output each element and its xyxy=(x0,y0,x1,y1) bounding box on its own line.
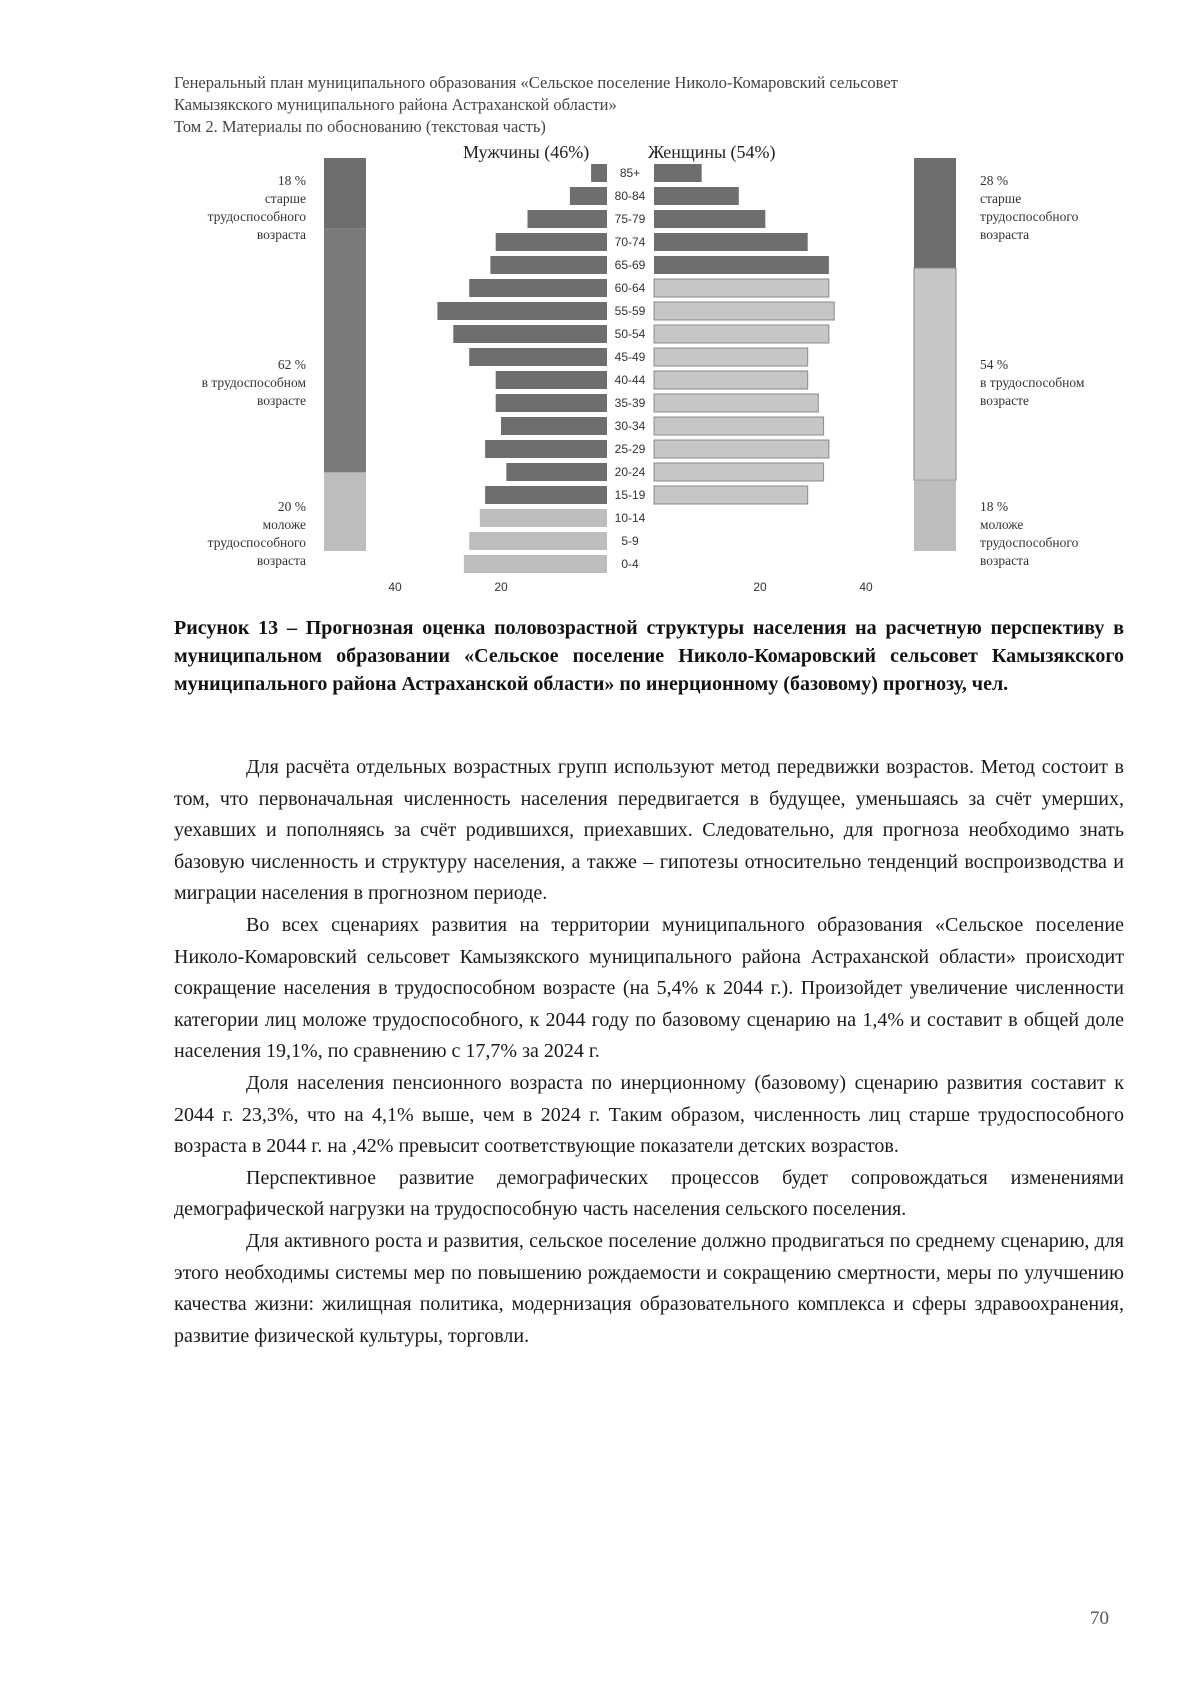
female-bar-35-39 xyxy=(654,394,818,412)
paragraph-2: Во всех сценариях развития на территории муниципального образования «Сельское поселение Николо-Комаровский сельсовет Камызякского муниципального района Астраханской области» происходит сокращение населения в трудоспособном возрасте (на 5,4% к 2044 г.). Произойдет увеличение численности категории лиц моложе трудоспособного, к 2044 году по базовому сценарию на 1,4% и составит в общей доле населения 19,1%, по сравнению с 17,7% за 2024 г. xyxy=(174,913,1124,1063)
x-tick-right-0: 20 xyxy=(753,580,767,594)
right-older-text-2: трудоспособного xyxy=(980,209,1079,224)
age-label-50-54: 50-54 xyxy=(614,327,646,341)
female-bar-60-64 xyxy=(654,279,829,297)
male-bar-25-29 xyxy=(485,440,607,458)
right-younger-text-2: трудоспособного xyxy=(980,535,1079,550)
age-label-80-84: 80-84 xyxy=(614,189,646,203)
left-working-label xyxy=(150,356,306,410)
male-bar-40-44 xyxy=(496,371,607,389)
right-working-text-1: в трудоспособном xyxy=(980,375,1085,390)
female-bar-80-84 xyxy=(654,187,739,205)
left-summary-segment-1 xyxy=(324,229,366,473)
age-label-20-24: 20-24 xyxy=(614,465,646,479)
age-label-45-49: 45-49 xyxy=(614,350,646,364)
right-working-label xyxy=(980,356,1150,410)
right-working-text-2: возрасте xyxy=(980,393,1029,408)
header-line-1: Генеральный план муниципального образования «Сельское поселение Николо-Комаровский сельсовет xyxy=(174,73,898,92)
right-older-percent: 28 % xyxy=(980,173,1009,188)
left-summary-segment-2 xyxy=(324,472,366,551)
age-label-55-59: 55-59 xyxy=(614,304,646,318)
age-label-60-64: 60-64 xyxy=(614,281,646,295)
age-label-65-69: 65-69 xyxy=(614,258,646,272)
right-younger-percent: 18 % xyxy=(980,499,1009,514)
age-label-75-79: 75-79 xyxy=(614,212,646,226)
right-working-percent: 54 % xyxy=(980,357,1009,372)
age-label-30-34: 30-34 xyxy=(614,419,646,433)
right-summary-segment-2 xyxy=(914,480,956,551)
female-title: Женщины (54%) xyxy=(648,142,776,162)
right-older-text-3: возраста xyxy=(980,227,1030,242)
right-younger-text-3: возраста xyxy=(980,553,1030,568)
left-summary-segment-0 xyxy=(324,158,366,229)
male-bar-20-24 xyxy=(506,463,607,481)
age-label-10-14: 10-14 xyxy=(614,511,646,525)
male-bar-55-59 xyxy=(437,302,607,320)
right-summary-segment-1 xyxy=(914,268,956,480)
male-bar-35-39 xyxy=(496,394,607,412)
age-label-5-9: 5-9 xyxy=(621,534,639,548)
age-label-15-19: 15-19 xyxy=(614,488,646,502)
left-younger-label xyxy=(150,498,306,570)
left-younger-percent: 20 % xyxy=(277,499,306,514)
left-older-label xyxy=(150,172,306,244)
page-number: 70 xyxy=(1090,1608,1109,1629)
x-tick-left-0: 40 xyxy=(388,580,402,594)
male-bar-30-34 xyxy=(501,417,607,435)
male-bar-70-74 xyxy=(496,233,607,251)
age-label-0-4: 0-4 xyxy=(621,557,639,571)
left-older-text-1: старше xyxy=(264,191,306,206)
male-bar-65-69 xyxy=(490,256,607,274)
x-tick-right-1: 40 xyxy=(859,580,873,594)
left-working-text-2: возрасте xyxy=(257,393,306,408)
male-bar-50-54 xyxy=(453,325,607,343)
left-younger-text-1: моложе xyxy=(262,517,306,532)
female-bar-65-69 xyxy=(654,256,829,274)
male-bar-85+ xyxy=(591,164,607,182)
female-bar-25-29 xyxy=(654,440,829,458)
age-label-35-39: 35-39 xyxy=(614,396,646,410)
population-pyramid-figure xyxy=(0,140,1200,610)
female-bar-75-79 xyxy=(654,210,765,228)
right-older-text-1: старше xyxy=(980,191,1022,206)
header-line-2: Камызякского муниципального района Астраханской области» xyxy=(174,95,617,114)
x-tick-left-1: 20 xyxy=(494,580,508,594)
right-summary-segment-0 xyxy=(914,158,956,268)
left-older-percent: 18 % xyxy=(277,173,306,188)
left-working-percent: 62 % xyxy=(277,357,306,372)
female-bar-55-59 xyxy=(654,302,834,320)
left-working-text-1: в трудоспособном xyxy=(201,375,306,390)
document-header xyxy=(174,72,1124,138)
female-bar-45-49 xyxy=(654,348,808,366)
paragraph-1: Для расчёта отдельных возрастных групп используют метод передвижки возрастов. Метод состоит в том, что первоначальная численность населения передвигается в будущее, уменьшаясь за счёт умерших, уехавших и пополняясь за счёт родившихся, приехавших. Следовательно, для прогноза необходимо знать базовую численность и структуру населения, а также – гипотезы относительно тенденций воспроизводства и миграции населения в прогнозном периоде. xyxy=(174,756,1124,905)
left-older-text-2: трудоспособного xyxy=(207,209,306,224)
male-bar-0-4 xyxy=(464,555,607,573)
left-older-text-3: возраста xyxy=(256,227,306,242)
left-younger-text-3: возраста xyxy=(256,553,306,568)
male-bar-10-14 xyxy=(480,509,607,527)
male-bar-75-79 xyxy=(528,210,608,228)
right-older-label xyxy=(980,172,1150,244)
female-bar-70-74 xyxy=(654,233,808,251)
age-label-25-29: 25-29 xyxy=(614,442,646,456)
age-label-85+: 85+ xyxy=(619,166,641,180)
right-younger-text-1: моложе xyxy=(980,517,1024,532)
right-younger-label xyxy=(980,498,1150,570)
paragraph-5: Для активного роста и развития, сельское поселение должно продвигаться по среднему сценарию, для этого необходимы системы мер по повышению рождаемости и сокращению смертности, меры по улучшению качества жизни: жилищная политика, модернизация образовательного комплекса и сферы здравоохранения, развитие физической культуры, торговли. xyxy=(174,1229,1124,1347)
paragraph-4: Перспективное развитие демографических процессов будет сопровождаться изменениями демографической нагрузки на трудоспособную часть населения сельского поселения. xyxy=(174,1166,1124,1221)
figure-caption: Рисунок 13 – Прогнозная оценка половозрастной структуры населения на расчетную перспективу в муниципальном образовании «Сельское поселение Николо-Комаровский сельсовет Камызякского муниципального района Астраханской области» по инерционному (базовому) прогнозу, чел. xyxy=(174,617,1124,695)
male-bar-5-9 xyxy=(469,532,607,550)
male-bar-80-84 xyxy=(570,187,607,205)
female-bar-15-19 xyxy=(654,486,808,504)
male-bar-45-49 xyxy=(469,348,607,366)
male-bar-15-19 xyxy=(485,486,607,504)
left-younger-text-2: трудоспособного xyxy=(207,535,306,550)
header-line-3: Том 2. Материалы по обоснованию (текстовая часть) xyxy=(174,117,546,136)
male-title: Мужчины (46%) xyxy=(463,142,590,162)
male-bar-60-64 xyxy=(469,279,607,297)
female-bar-30-34 xyxy=(654,417,824,435)
female-bar-20-24 xyxy=(654,463,824,481)
female-bar-50-54 xyxy=(654,325,829,343)
female-bar-85+ xyxy=(654,164,702,182)
age-label-40-44: 40-44 xyxy=(614,373,646,387)
age-label-70-74: 70-74 xyxy=(614,235,646,249)
paragraph-3: Доля населения пенсионного возраста по инерционному (базовому) сценарию развития составит к 2044 г. 23,3%, что на 4,1% выше, чем в 2024 г. Таким образом, численность лиц старше трудоспособного возраста в 2044 г. на ,42% превысит соответствующие показатели детских возрастов. xyxy=(174,1071,1124,1158)
body-text xyxy=(174,752,1124,1352)
female-bar-40-44 xyxy=(654,371,808,389)
